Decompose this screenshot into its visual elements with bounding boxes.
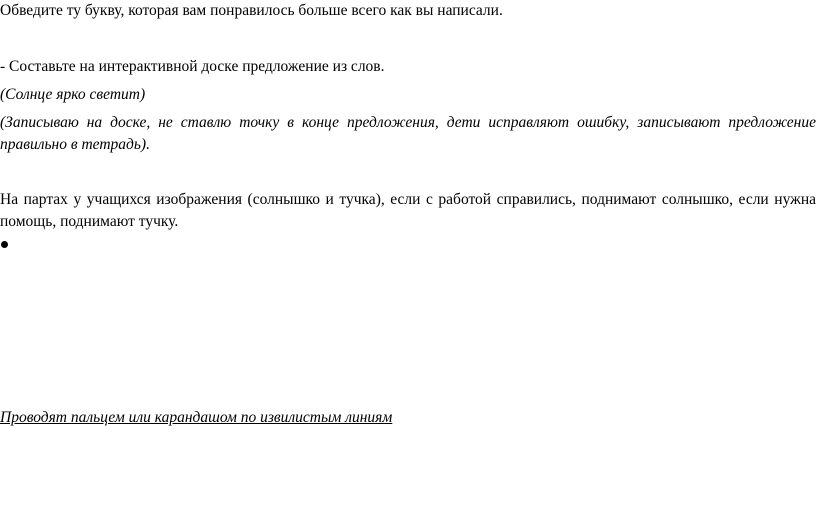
paragraph-example-sentence: (Солнце ярко светит) xyxy=(0,86,146,103)
paragraph-task-sentence: - Составьте на интерактивной доске предложение из слов. xyxy=(0,58,385,75)
paragraph-teacher-note xyxy=(0,112,816,156)
reflection-line-2: помощь, поднимают тучку. xyxy=(0,213,179,230)
teacher-note-line-1: (Записываю на доске, не ставлю точку в конце предложения, дети исправляют ошибку, записывают предложение xyxy=(0,114,816,131)
paragraph-finger-exercise: Проводят пальцем или карандашом по извилистым линиям xyxy=(0,409,393,426)
paragraph-reflection xyxy=(0,189,816,233)
teacher-note-line-2: правильно в тетрадь). xyxy=(0,136,150,153)
bullet-dot-icon xyxy=(1,241,8,248)
reflection-line-1: На партах у учащихся изображения (солнышко и тучка), если с работой справились, поднимают солнышко, если нужна xyxy=(0,191,816,208)
paragraph-instruction-circle: Обведите ту букву, которая вам понравилось больше всего как вы написали. xyxy=(0,2,503,19)
